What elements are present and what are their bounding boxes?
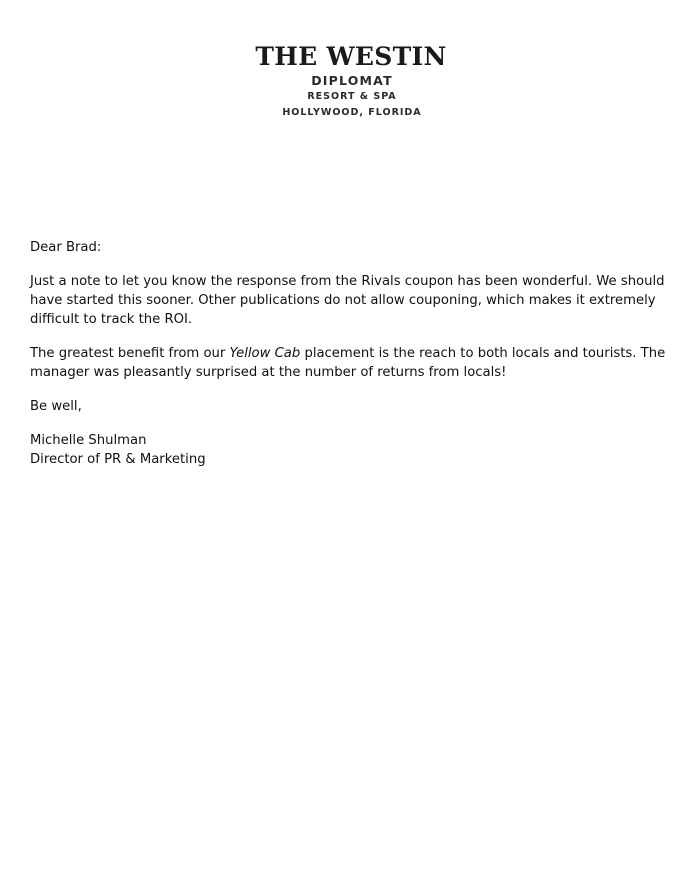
- paragraph-2-start: The greatest benefit from our: [30, 346, 230, 361]
- property-location: HOLLYWOOD, FLORIDA: [282, 107, 422, 118]
- closing: Be well,: [30, 399, 82, 414]
- signer-name: Michelle Shulman: [30, 433, 147, 448]
- signer-title: Director of PR & Marketing: [30, 452, 206, 467]
- salutation: Dear Brad:: [30, 240, 102, 255]
- brand-logo: THE WESTIN: [255, 42, 447, 71]
- letterhead: [0, 42, 700, 121]
- letter-body: [30, 238, 680, 469]
- paragraph-1: Just a note to let you know the response from the Rivals coupon has been wonderful. We should have started this sooner. Other publications do not allow couponing, which makes it extremely difficult to track the ROI.: [30, 274, 665, 327]
- property-subtitle: RESORT & SPA: [307, 91, 397, 102]
- publication-name: Yellow Cab: [229, 346, 301, 361]
- signature-block: [30, 431, 680, 469]
- paragraph-2-end: placement is the reach to both locals and tourists. The manager was pleasantly surprised at the number of returns from locals!: [30, 346, 666, 380]
- paragraph-2: [30, 344, 680, 382]
- property-name: DIPLOMAT: [311, 73, 393, 88]
